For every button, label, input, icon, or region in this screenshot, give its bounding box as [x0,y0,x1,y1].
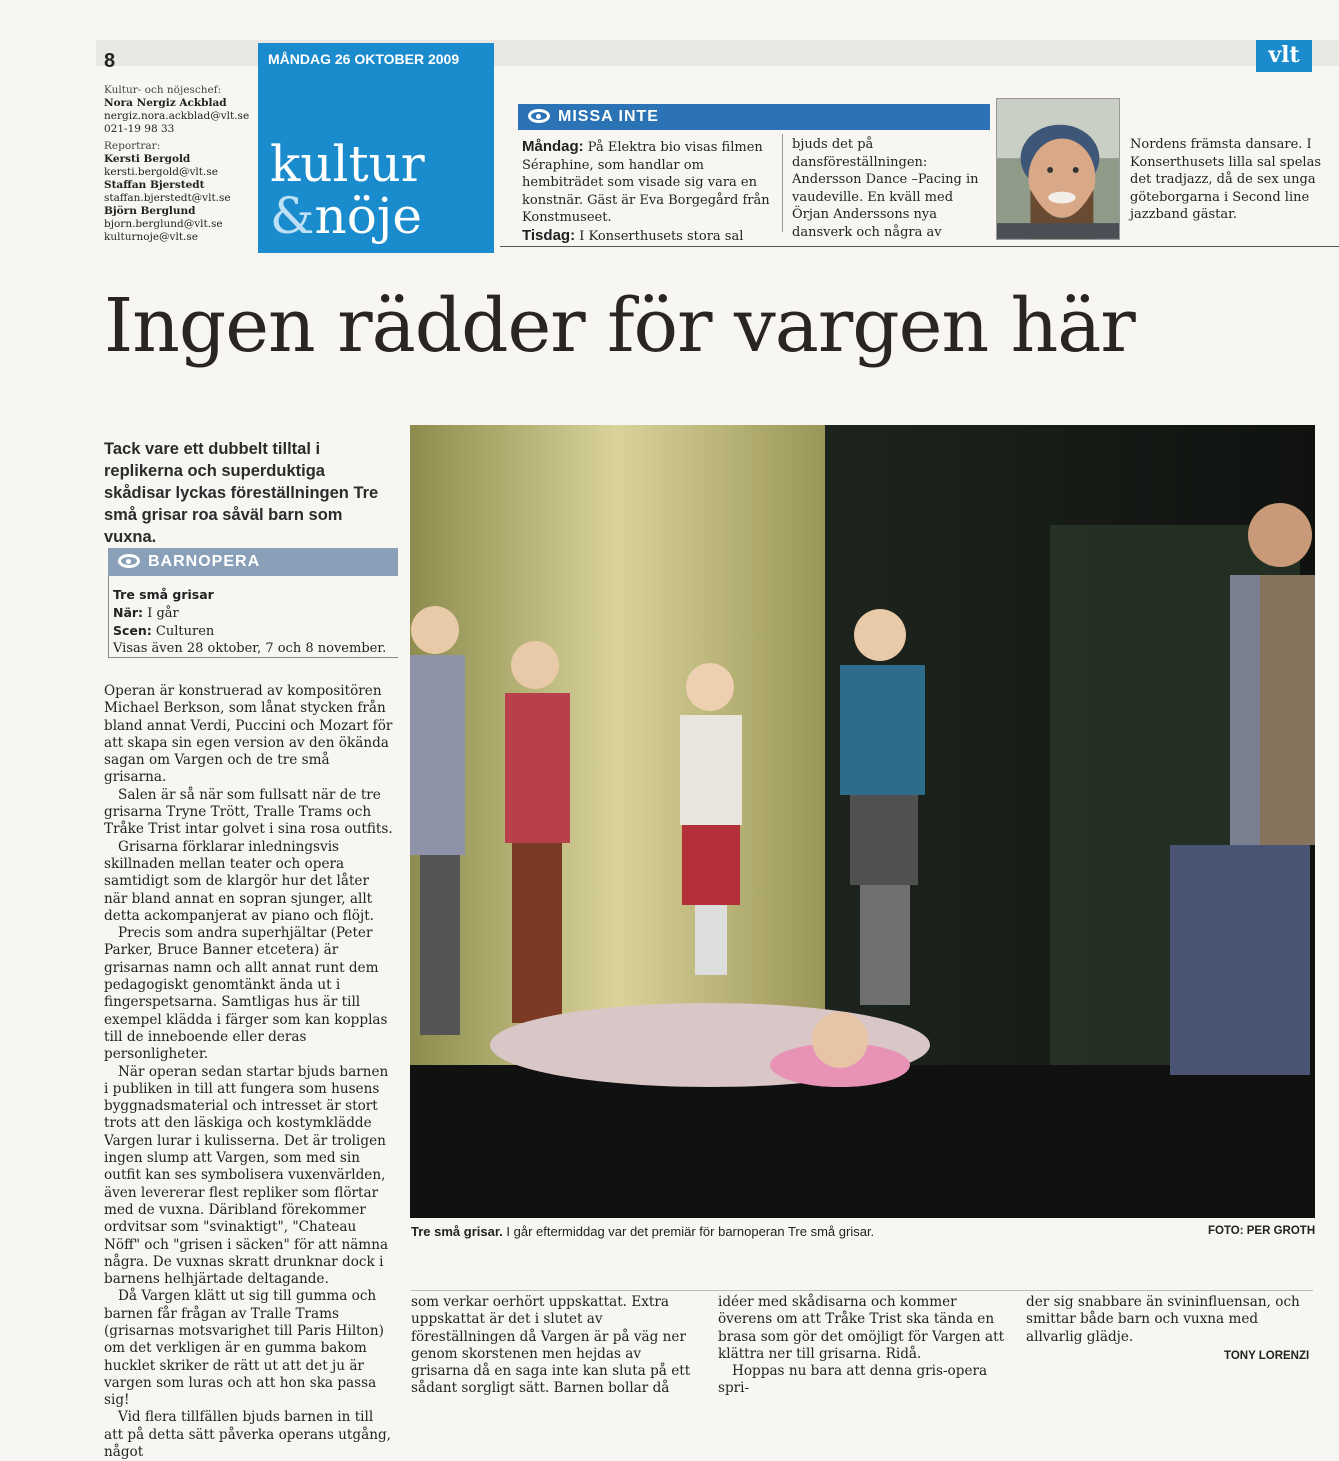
eye-icon [528,109,550,123]
missa-inte-column: bjuds det på dansföreställningen: Andersson Dance –Pacing in vaudeville. En kväll med Örjan Anderssons nya dansverk och några av [792,137,979,240]
monday-label: Måndag: [522,138,584,155]
when-label: När: [113,605,144,620]
photo-credit: FOTO: PER GROTH [1208,1225,1316,1237]
missa-inte-title: MISSA INTE [558,108,659,125]
paragraph: idéer med skådisarna och kommer överens om att Tråke Trist ska tända en brasa som gör det omöjligt för Vargen att klättra ner till grisarna. Ridå. [718,1294,1005,1362]
body-column [104,683,396,1461]
article-photo [410,425,1315,1218]
missa-inte-bar [518,104,990,130]
headline: Ingen rädder för vargen här [104,283,1135,369]
portrait-photo [996,98,1120,240]
barnopera-title: BARNOPERA [148,553,261,570]
paragraph: Vid flera tillfällen bjuds barnen in till att på detta sätt påverka operans utgång, något [104,1409,391,1461]
photo-caption [411,1224,1316,1239]
chief-phone: 021-19 98 33 [104,123,175,135]
ingress: Tack vare ett dubbelt tilltal i replikerna och superduktiga skådisar lyckas föreställningen Tre små grisar roa såväl barn som vuxna. [104,440,379,546]
also-shown: Visas även 28 oktober, 7 och 8 november. [113,641,387,656]
section-title-kultur: kultur [270,135,425,193]
missa-inte-column [522,138,780,245]
date: MÅNDAG 26 OKTOBER 2009 [268,51,460,67]
vlt-logo: vlt [1256,40,1312,72]
missa-inte-column: Nordens främsta dansare. I Konserthusets lilla sal spelas det tradjazz, då de sex unga göteborgarna i Second line jazzband gästar. [1130,137,1321,222]
barnopera-bar [108,548,398,576]
section-title-noje [270,187,422,245]
section-banner [258,43,494,253]
body-column: der sig snabbare än svininfluensan, och smittar både barn och vuxna med allvarlig glädje. [1026,1294,1300,1345]
ampersand: & [270,187,315,245]
lying-performer [490,1003,930,1087]
show-name: Tre små grisar [113,587,214,602]
stage-label: Scen: [113,623,152,638]
caption-title: Tre små grisar. [411,1224,503,1239]
eye-icon [118,554,140,568]
tuesday-text: I Konserthusets stora sal [575,228,744,244]
staff-list [104,84,254,244]
chief-email: nergiz.nora.ackblad@vlt.se [104,110,250,122]
paragraph: Då Vargen klätt ut sig till gumma och barnen får frågan av Tralle Trams (grisarnas motsvarighet till Paris Hilton) om det verkligen är en gumma bakom hucklet skriker de rätt ut att det ju är vargen som luras och att hon ska passa sig! [104,1288,384,1409]
factbox [108,576,398,658]
chief-name: Nora Nergiz Ackblad [104,97,227,109]
section-title-noje-text: nöje [314,187,422,245]
when-value: I går [143,606,179,621]
reporter-name: Björn Berglund [104,205,196,217]
caption-text: I går eftermiddag var det premiär för barnoperan Tre små grisar. [502,1224,875,1239]
column-divider [782,134,783,232]
reporter-name: Kersti Bergold [104,153,191,165]
monday-text: På Elektra bio visas filmen Séraphine, som handlar om hembiträdet som visade sig vara en konstnär. Gäst är Eva Borgegård från Konstmuseet. [522,140,770,225]
paragraph: När operan sedan startar bjuds barnen i publiken in till att fungera som husens byggnadsmaterial och intresset är stort trots att den läskiga och kostymklädde Vargen lurar i kulisserna. Det är troligen ingen slump att Vargen, som med sin outfit kan ses symbolisera vuxenvärlden, även levererar flest repliker som flörtar med de vuxna. Däribland förekommer ordvitsar som "svinaktigt", "Chateau Nöff" och "grisen i säcken" för att nämna några. De vuxnas skratt drunknar dock i barnens helhjärtade deltagande. [104,1063,389,1288]
reporter-email: staffan.bjerstedt@vlt.se [104,192,231,204]
paragraph: Grisarna förklarar inledningsvis skillnaden mellan teater och opera samtidigt som de klargör hur det låter när bland annat en sopran sjunger, allt detta ackompanjerat av piano och flöjt. [104,838,374,924]
reporter-email: kersti.bergold@vlt.se [104,166,218,178]
rule [411,1290,1313,1291]
page-number: 8 [104,50,116,72]
byline: TONY LORENZI [1224,1350,1310,1362]
reporters-label: Reportrar: [104,140,161,152]
paragraph: Salen är så när som fullsatt när de tre grisarna Tryne Trött, Tralle Trams och Tråke Trist intar golvet i sina rosa outfits. [104,786,393,838]
rule [500,246,1339,247]
chief-label: Kultur- och nöjeschef: [104,84,222,96]
stage-value: Culturen [151,624,215,639]
section-email: kulturnoje@vlt.se [104,231,198,243]
body-column: som verkar oerhört uppskattat. Extra uppskattat är det i slutet av föreställningen då Vargen är på väg ner genom skorstenen men hejdas av grisarna då en saga inte kan sluta på ett sådant sorgligt sätt. Barnen bollar då [411,1294,691,1397]
paragraph: Hoppas nu bara att denna gris-opera spri- [718,1363,988,1397]
child-figure [505,641,570,1023]
body-column [718,1294,1008,1398]
reporter-name: Staffan Bjerstedt [104,179,205,191]
paragraph: Precis som andra superhjältar (Peter Parker, Bruce Banner etcetera) är grisarnas namn och allt annat runt dem pedagogiskt genomtänkt ända ut i fingerspetsarna. Samtligas hus är till exempel klädda i färger som kan kopplas till de inneboende eller deras personligheter. [104,925,388,1063]
paragraph: Operan är konstruerad av kompositören Michael Berkson, som lånat stycken från bland annat Verdi, Puccini och Mozart för att skapa sin egen version av den ökända sagan om Vargen och de tre små grisarna. [104,683,393,786]
tuesday-label: Tisdag: [522,226,576,244]
reporter-email: bjorn.berglund@vlt.se [104,218,223,230]
